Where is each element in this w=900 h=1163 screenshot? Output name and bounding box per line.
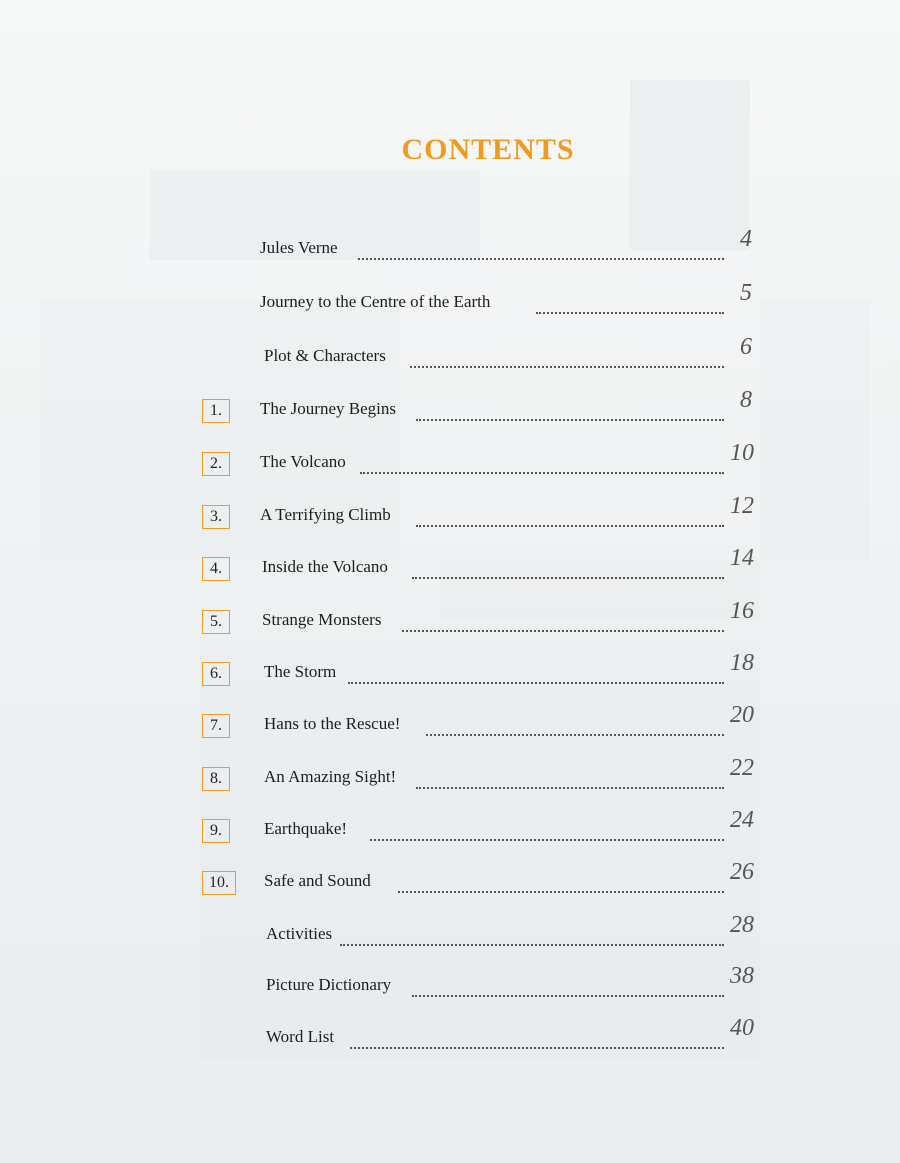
toc-leader-dots <box>402 610 724 632</box>
toc-entry-label: Word List <box>266 1027 335 1046</box>
toc-page-number: 4 <box>740 226 752 252</box>
toc-page-number: 22 <box>730 755 754 781</box>
toc-entry-label: The Journey Begins <box>260 399 396 418</box>
toc-entry-label: Earthquake! <box>264 819 348 838</box>
toc-entry-label: Journey to the Centre of the Earth <box>260 292 491 311</box>
toc-entry[interactable] <box>202 440 762 480</box>
toc-page-number: 28 <box>730 912 754 938</box>
toc-page-number: 6 <box>740 334 752 360</box>
chapter-number-box: 2. <box>202 452 230 476</box>
toc-entry[interactable] <box>202 387 762 427</box>
chapter-number-box: 7. <box>202 714 230 738</box>
toc-page-number: 26 <box>730 859 754 885</box>
toc-leader-dots <box>412 975 724 997</box>
toc-leader-dots <box>398 871 724 893</box>
toc-leader-dots <box>370 819 724 841</box>
toc-page-number: 8 <box>740 387 752 413</box>
toc-entry-label: The Storm <box>264 662 337 681</box>
toc-entry[interactable] <box>202 545 762 585</box>
toc-entry-label: A Terrifying Climb <box>260 505 391 524</box>
toc-page-number: 12 <box>730 493 754 519</box>
toc-entry-label: An Amazing Sight! <box>264 767 397 786</box>
toc-entry-label: Jules Verne <box>260 238 338 257</box>
chapter-number-box: 6. <box>202 662 230 686</box>
toc-page-number: 24 <box>730 807 754 833</box>
toc-page-number: 5 <box>740 280 752 306</box>
toc-entry[interactable] <box>202 859 762 899</box>
chapter-number-box: 8. <box>202 767 230 791</box>
chapter-number-box: 10. <box>202 871 236 895</box>
toc-entry-label: The Volcano <box>260 452 346 471</box>
toc-leader-dots <box>416 767 724 789</box>
toc-entry[interactable] <box>202 1015 762 1055</box>
toc-entry-label: Inside the Volcano <box>262 557 388 576</box>
toc-page-number: 38 <box>730 963 754 989</box>
toc-entry-label: Activities <box>266 924 333 943</box>
toc-leader-dots <box>536 292 724 314</box>
toc-entry[interactable] <box>202 702 762 742</box>
toc-leader-dots <box>340 924 724 946</box>
toc-leader-dots <box>358 238 724 260</box>
toc-entry[interactable] <box>202 334 762 374</box>
toc-entry-label: Picture Dictionary <box>266 975 392 994</box>
toc-page-number: 40 <box>730 1015 754 1041</box>
toc-leader-dots <box>416 399 724 421</box>
toc-leader-dots <box>426 714 724 736</box>
chapter-number-box: 4. <box>202 557 230 581</box>
toc-page-number: 14 <box>730 545 754 571</box>
toc-page-number: 10 <box>730 440 754 466</box>
chapter-number-box: 3. <box>202 505 230 529</box>
toc-leader-dots <box>416 505 724 527</box>
toc-entry-label: Safe and Sound <box>264 871 371 890</box>
toc-leader-dots <box>412 557 724 579</box>
toc-entry[interactable] <box>202 226 762 266</box>
toc-entry-label: Strange Monsters <box>262 610 382 629</box>
toc-page-number: 16 <box>730 598 754 624</box>
toc-leader-dots <box>350 1027 724 1049</box>
page-title: CONTENTS <box>401 133 575 166</box>
toc-page-number: 20 <box>730 702 754 728</box>
toc-entry-label: Plot & Characters <box>264 346 386 365</box>
toc-page-number: 18 <box>730 650 754 676</box>
toc-leader-dots <box>360 452 724 474</box>
chapter-number-box: 9. <box>202 819 230 843</box>
toc-entry[interactable] <box>202 807 762 847</box>
toc-entry[interactable] <box>202 912 762 952</box>
toc-entry-label: Hans to the Rescue! <box>264 714 401 733</box>
chapter-number-box: 5. <box>202 610 230 634</box>
toc-leader-dots <box>348 662 724 684</box>
chapter-number-box: 1. <box>202 399 230 423</box>
toc-entry[interactable] <box>202 598 762 638</box>
toc-entry[interactable] <box>202 280 762 320</box>
toc-entry[interactable] <box>202 963 762 1003</box>
toc-entry[interactable] <box>202 650 762 690</box>
toc-leader-dots <box>410 346 724 368</box>
toc-entry[interactable] <box>202 755 762 795</box>
toc-entry[interactable] <box>202 493 762 533</box>
